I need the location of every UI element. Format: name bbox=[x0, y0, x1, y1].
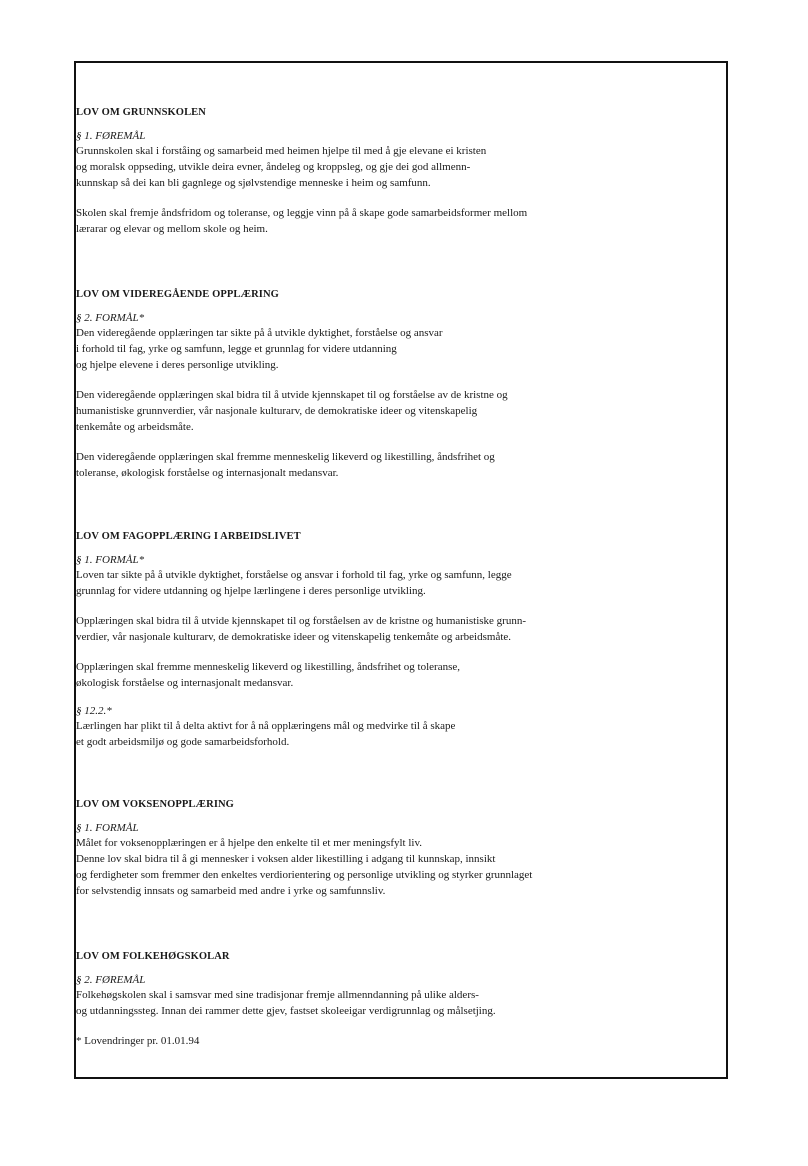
paragraph bbox=[76, 659, 726, 691]
text-line: og ferdigheter som fremmer den enkeltes verdiorientering og personlige utvikling og styrker grunnlaget bbox=[76, 869, 533, 881]
law-fagopplaering bbox=[76, 531, 726, 750]
section-heading: § 2. FORMÅL* bbox=[76, 312, 145, 324]
law-grunnskolen bbox=[76, 107, 726, 237]
footnote: * Lovendringer pr. 01.01.94 bbox=[76, 1035, 200, 1047]
law-title: LOV OM GRUNNSKOLEN bbox=[76, 107, 206, 118]
text-line: Opplæringen skal bidra til å utvide kjennskapet til og forståelsen av de kristne og humanistiske grunn- bbox=[76, 615, 526, 627]
text-line: humanistiske grunnverdier, vår nasjonale kulturarv, de demokratiske ideer og vitenskapelig bbox=[76, 405, 478, 417]
text-line: for selvstendig innsats og samarbeid med andre i yrke og samfunnsliv. bbox=[76, 885, 386, 897]
paragraph bbox=[76, 613, 726, 645]
text-line: Loven tar sikte på å utvikle dyktighet, forståelse og ansvar i forhold til fag, yrke og samfunn, legge bbox=[76, 569, 512, 581]
paragraph bbox=[76, 205, 726, 237]
section-heading: § 12.2.* bbox=[76, 705, 112, 717]
paragraph bbox=[76, 567, 726, 599]
document-frame bbox=[74, 61, 728, 1079]
paragraph bbox=[76, 143, 726, 191]
text-line: verdier, vår nasjonale kulturarv, de demokratiske ideer og vitenskapelig tenkemåte og arbeidsmåte. bbox=[76, 631, 512, 643]
text-line: og hjelpe elevene i deres personlige utvikling. bbox=[76, 359, 279, 371]
law-title: LOV OM VOKSENOPPLÆRING bbox=[76, 799, 234, 810]
text-line: i forhold til fag, yrke og samfunn, legge et grunnlag for videre utdanning bbox=[76, 343, 397, 355]
text-line: Skolen skal fremje åndsfridom og toleranse, og leggje vinn på å skape gode samarbeidsformer mellom bbox=[76, 207, 528, 219]
law-videregaende bbox=[76, 289, 726, 481]
text-line: et godt arbeidsmiljø og gode samarbeidsforhold. bbox=[76, 736, 290, 748]
text-line: Den videregående opplæringen skal bidra til å utvide kjennskapet til og forståelse av de kristne og bbox=[76, 389, 508, 401]
law-title: LOV OM VIDEREGÅENDE OPPLÆRING bbox=[76, 289, 279, 300]
text-line: Målet for voksenopplæringen er å hjelpe den enkelte til et mer meningsfylt liv. bbox=[76, 837, 422, 849]
paragraph bbox=[76, 987, 726, 1019]
section-heading: § 1. FORMÅL bbox=[76, 822, 139, 834]
text-line: Denne lov skal bidra til å gi mennesker i voksen alder likestilling i adgang til kunnskap, innsikt bbox=[76, 853, 496, 865]
paragraph bbox=[76, 449, 726, 481]
law-folkehogskolar bbox=[76, 951, 726, 1049]
section-heading: § 2. FØREMÅL bbox=[76, 974, 146, 986]
text-line: kunnskap så dei kan bli gagnlege og sjølvstendige menneske i heim og samfunn. bbox=[76, 177, 431, 189]
paragraph bbox=[76, 387, 726, 435]
paragraph bbox=[76, 718, 726, 750]
text-line: Grunnskolen skal i forståing og samarbeid med heimen hjelpe til med å gje elevane ei kristen bbox=[76, 145, 487, 157]
text-line: og utdanningssteg. Innan dei rammer dette gjev, fastset skoleeigar verdigrunnlag og målsetjing. bbox=[76, 1005, 496, 1017]
text-line: og moralsk oppseding, utvikle deira evner, åndeleg og kroppsleg, og gje dei god allmenn- bbox=[76, 161, 471, 173]
text-line: Folkehøgskolen skal i samsvar med sine tradisjonar fremje allmenndanning på ulike alders- bbox=[76, 989, 479, 1001]
section-heading: § 1. FØREMÅL bbox=[76, 130, 146, 142]
text-line: Lærlingen har plikt til å delta aktivt for å nå opplæringens mål og medvirke til å skape bbox=[76, 720, 456, 732]
text-line: Den videregående opplæringen skal fremme menneskelig likeverd og likestilling, åndsfrihet og bbox=[76, 451, 495, 463]
text-line: toleranse, økologisk forståelse og internasjonalt medansvar. bbox=[76, 467, 339, 479]
text-line: Opplæringen skal fremme menneskelig likeverd og likestilling, åndsfrihet og toleranse, bbox=[76, 661, 460, 673]
law-title: LOV OM FOLKEHØGSKOLAR bbox=[76, 951, 230, 962]
law-title: LOV OM FAGOPPLÆRING I ARBEIDSLIVET bbox=[76, 531, 301, 542]
text-line: Den videregående opplæringen tar sikte på å utvikle dyktighet, forståelse og ansvar bbox=[76, 327, 443, 339]
text-line: lærarar og elevar og mellom skole og heim. bbox=[76, 223, 268, 235]
section-heading: § 1. FORMÅL* bbox=[76, 554, 145, 566]
text-line: økologisk forståelse og internasjonalt medansvar. bbox=[76, 677, 294, 689]
law-voksenopplaering bbox=[76, 799, 726, 899]
paragraph bbox=[76, 325, 726, 373]
text-line: tenkemåte og arbeidsmåte. bbox=[76, 421, 194, 433]
text-line: grunnlag for videre utdanning og hjelpe lærlingene i deres personlige utvikling. bbox=[76, 585, 426, 597]
paragraph bbox=[76, 835, 726, 899]
